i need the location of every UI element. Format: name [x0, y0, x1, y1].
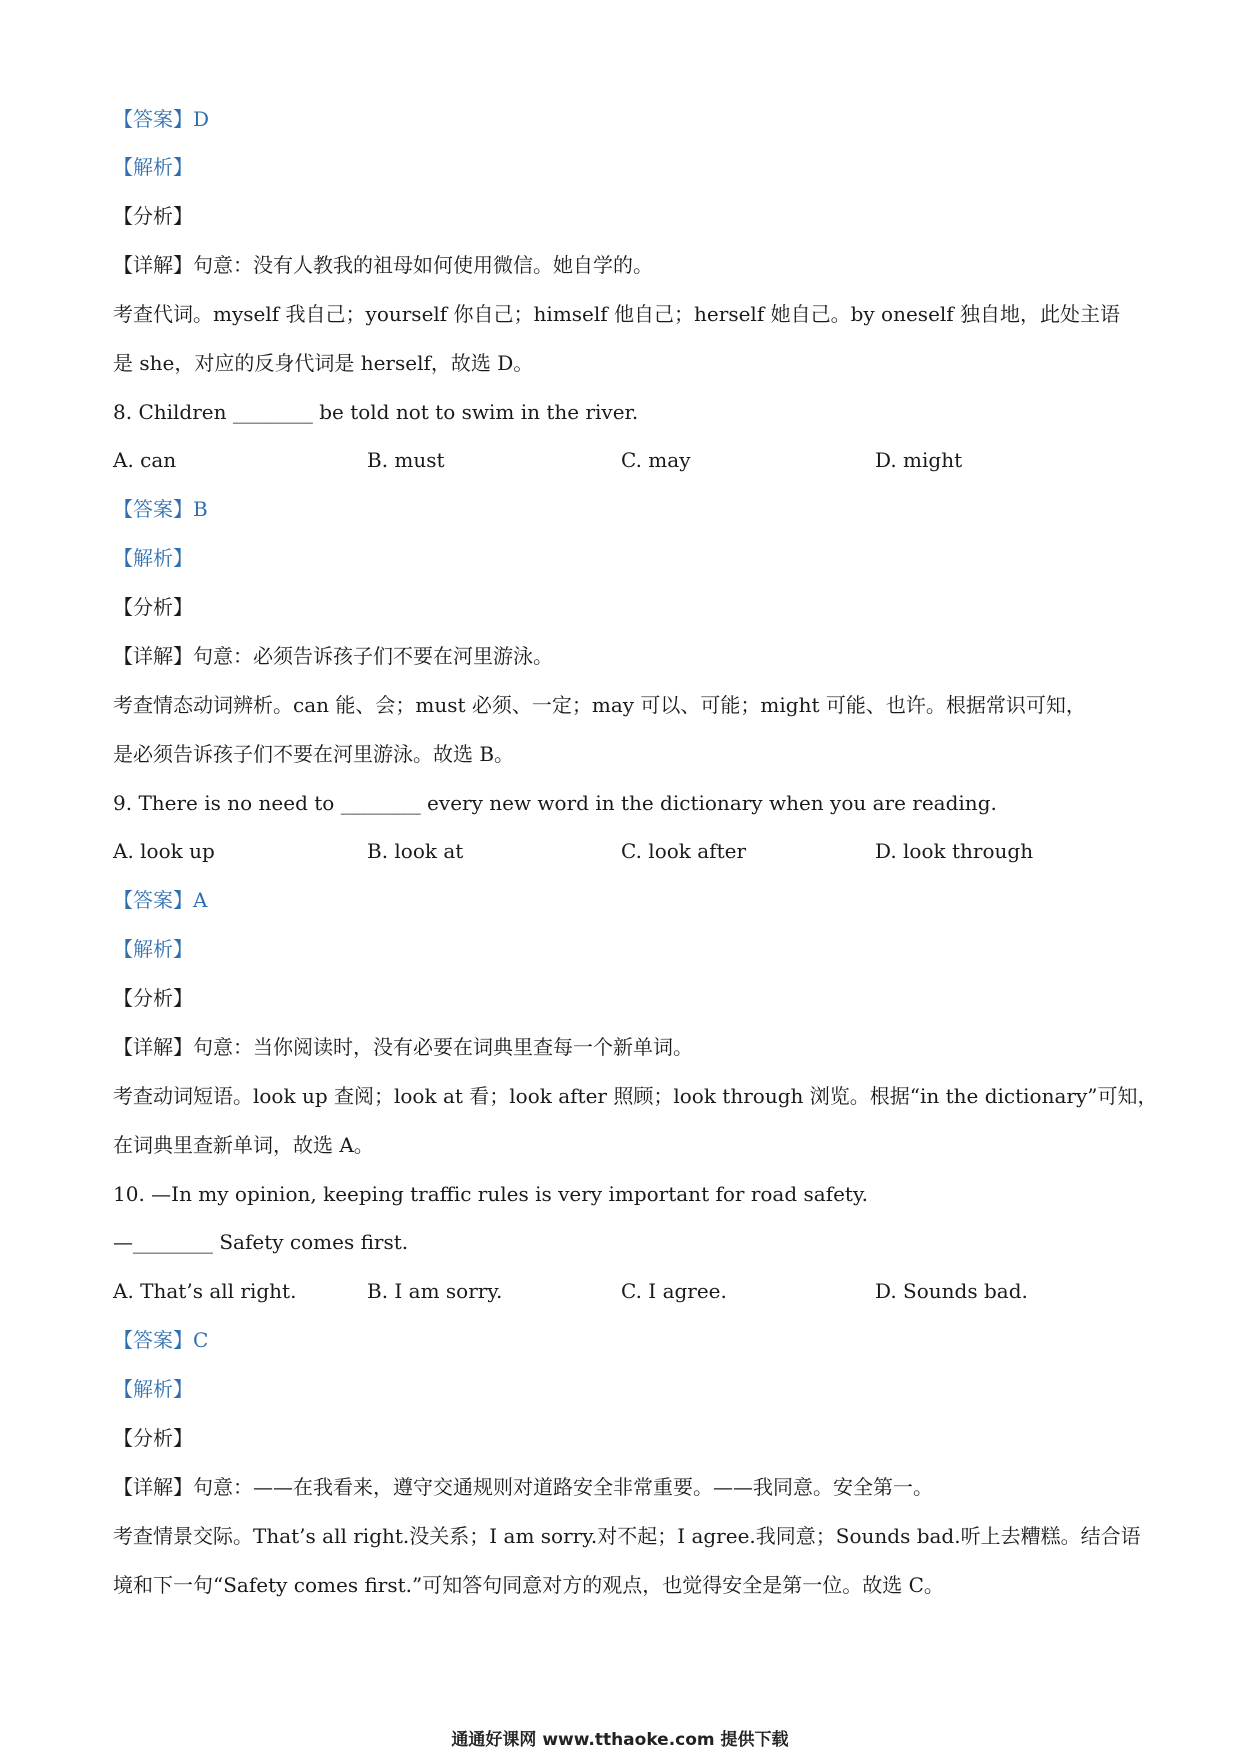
q9-option-c: C. look after [621, 839, 747, 863]
q10-fenxi-heading: 【分析】 [113, 1426, 193, 1450]
q7-explanation-1: 考查代词。myself 我自己；yourself 你自己；himself 他自己；herself 她自己。by oneself 独自地，此处主语 [113, 302, 1121, 326]
q8-option-d: D. might [875, 448, 963, 472]
q7-explanation-2: 是 she，对应的反身代词是 herself，故选 D。 [113, 351, 534, 375]
q10-stem: 10. —In my opinion, keeping traffic rules is very important for road safety. [113, 1182, 868, 1206]
q8-answer: 【答案】B [113, 497, 208, 521]
q7-answer: 【答案】D [113, 107, 210, 131]
q7-fenxi-heading: 【分析】 [113, 204, 193, 228]
q8-explanation-2: 是必须告诉孩子们不要在河里游泳。故选 B。 [113, 742, 515, 766]
q10-option-b: B. I am sorry. [367, 1279, 503, 1303]
q8-option-b: B. must [367, 448, 445, 472]
q9-detail: 【详解】句意：当你阅读时，没有必要在词典里查每一个新单词。 [113, 1035, 693, 1059]
q10-option-d: D. Sounds bad. [875, 1279, 1028, 1303]
q9-explanation-2: 在词典里查新单词，故选 A。 [113, 1133, 374, 1157]
q7-detail: 【详解】句意：没有人教我的祖母如何使用微信。她自学的。 [113, 253, 653, 277]
q10-detail: 【详解】句意：——在我看来，遵守交通规则对道路安全非常重要。——我同意。安全第一。 [113, 1475, 933, 1499]
q10-explanation-1: 考查情景交际。That’s all right.没关系；I am sorry.对不起；I agree.我同意；Sounds bad.听上去糟糕。结合语 [113, 1524, 1141, 1548]
q8-stem: 8. Children ________ be told not to swim in the river. [113, 400, 639, 424]
q9-stem: 9. There is no need to ________ every new word in the dictionary when you are reading. [113, 791, 997, 815]
q10-analysis-heading: 【解析】 [113, 1377, 193, 1401]
q9-option-a: A. look up [113, 839, 215, 863]
q7-analysis-heading: 【解析】 [113, 155, 193, 179]
q8-option-a: A. can [113, 448, 177, 472]
q9-fenxi-heading: 【分析】 [113, 986, 193, 1010]
q9-option-d: D. look through [875, 839, 1034, 863]
q8-explanation-1: 考查情态动词辨析。can 能、会；must 必须、一定；may 可以、可能；might 可能、也许。根据常识可知， [113, 693, 1086, 717]
page-footer: 通通好课网 www.tthaoke.com 提供下载 [451, 1730, 789, 1750]
q10-stem-reply: —________ Safety comes first. [113, 1230, 409, 1254]
q8-analysis-heading: 【解析】 [113, 546, 193, 570]
q9-answer: 【答案】A [113, 888, 208, 912]
q9-analysis-heading: 【解析】 [113, 937, 193, 961]
q10-option-c: C. I agree. [621, 1279, 727, 1303]
q9-option-b: B. look at [367, 839, 464, 863]
q8-fenxi-heading: 【分析】 [113, 595, 193, 619]
q10-option-a: A. That’s all right. [113, 1279, 297, 1303]
q10-answer: 【答案】C [113, 1328, 209, 1352]
q9-explanation-1: 考查动词短语。look up 查阅；look at 看；look after 照顾；look through 浏览。根据“in the dictionary”可知， [113, 1084, 1158, 1108]
q10-explanation-2: 境和下一句“Safety comes first.”可知答句同意对方的观点，也觉得安全是第一位。故选 C。 [113, 1573, 944, 1597]
q8-detail: 【详解】句意：必须告诉孩子们不要在河里游泳。 [113, 644, 553, 668]
q8-option-c: C. may [621, 448, 691, 472]
